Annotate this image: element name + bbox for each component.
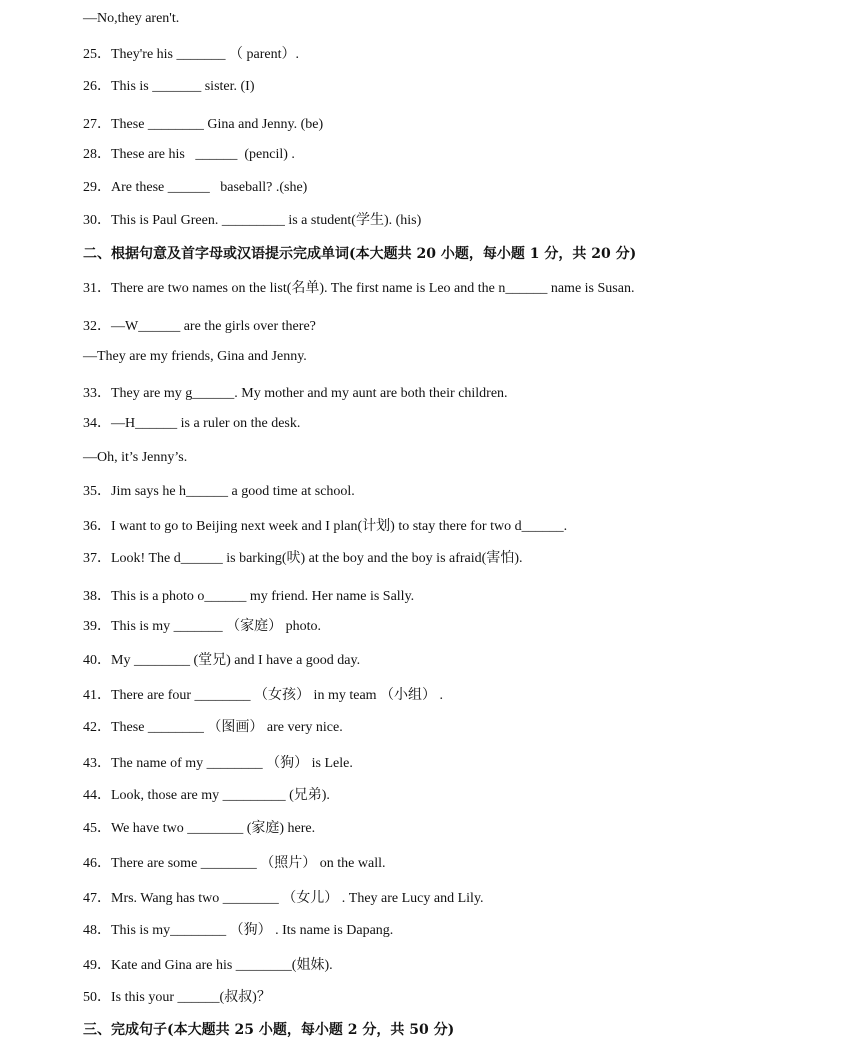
question-38: 38．This is a photo o______ my friend. Her name is Sally. — [83, 589, 415, 604]
question-41: 41．There are four ________ （女孩） in my team （小组） . — [83, 688, 444, 703]
question-43: 43．The name of my ________ （狗） is Lele. — [83, 756, 353, 771]
question-36: 36．I want to go to Beijing next week and I plan(计划) to stay there for two d______. — [83, 519, 568, 534]
question-40: 40．My ________ (堂兄) and I have a good day. — [83, 653, 361, 668]
question-39: 39．This is my _______ （家庭） photo. — [83, 619, 322, 634]
question-30: 30．This is Paul Green. _________ is a student(学生). (his) — [83, 213, 422, 228]
section-heading-2: 二、根据句意及首字母或汉语提示完成单词(本大题共 20 小题，每小题 1 分，共 20 分) — [83, 246, 637, 262]
question-28: 28．These are his ______ (pencil) . — [83, 147, 295, 162]
question-49: 49．Kate and Gina are his ________(姐妹). — [83, 958, 333, 973]
question-37: 37．Look! The d______ is barking(吠) at the boy and the boy is afraid(害怕). — [83, 551, 523, 566]
question-50: 50．Is this your ______(叔叔)？ — [83, 990, 271, 1005]
answer-line: —No,they aren't. — [83, 11, 180, 26]
question-45: 45．We have two ________ (家庭) here. — [83, 821, 316, 836]
question-32: 32．—W______ are the girls over there? — [83, 319, 316, 334]
question-47: 47．Mrs. Wang has two ________ （女儿） . They are Lucy and Lily. — [83, 891, 484, 906]
question-25: 25．They're his _______ （ parent）. — [83, 47, 299, 62]
question-42: 42．These ________ （图画） are very nice. — [83, 720, 343, 735]
question-46: 46．There are some ________ （照片） on the wall. — [83, 856, 386, 871]
question-34: 34．—H______ is a ruler on the desk. — [83, 416, 301, 431]
question-26: 26．This is _______ sister. (I) — [83, 79, 255, 94]
question-27: 27．These ________ Gina and Jenny. (be) — [83, 117, 324, 132]
question-48: 48．This is my________ （狗） . Its name is Dapang. — [83, 923, 394, 938]
answer-line: —Oh, it’s Jenny’s. — [83, 450, 188, 465]
answer-line: —They are my friends, Gina and Jenny. — [83, 349, 307, 364]
question-31: 31．There are two names on the list(名单). The first name is Leo and the n______ name is Susan. — [83, 281, 635, 296]
question-33: 33．They are my g______. My mother and my aunt are both their children. — [83, 386, 508, 401]
question-35: 35．Jim says he h______ a good time at school. — [83, 484, 355, 499]
question-29: 29．Are these ______ baseball? .(she) — [83, 180, 308, 195]
section-heading-3: 三、完成句子(本大题共 25 小题，每小题 2 分，共 50 分) — [83, 1022, 455, 1038]
question-44: 44．Look, those are my _________ (兄弟). — [83, 788, 330, 803]
